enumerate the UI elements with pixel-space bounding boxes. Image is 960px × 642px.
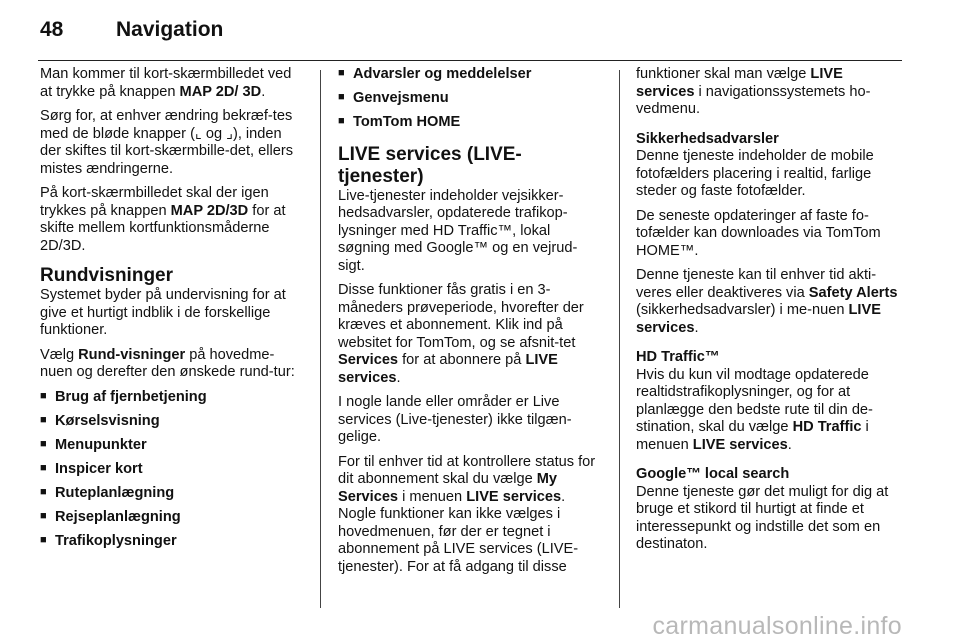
header-rule — [38, 60, 902, 61]
list-item: ■ TomTom HOME — [338, 114, 604, 132]
tour-list-continued — [338, 66, 604, 132]
watermark: carmanualsonline.info — [652, 612, 902, 640]
paragraph: Denne tjeneste kan til enhver tid akti-veres eller deaktiveres via Safety Alerts (sikkerhedsadvarsler) i me-nuen LIVE services. — [636, 267, 898, 336]
heading-rundvisninger: Rundvisninger — [40, 265, 174, 286]
paragraph: På kort-skærmbilledet skal der igen trykkes på knappen MAP 2D/3D for at skifte mellem kortfunktionsmåderne 2D/3D. — [40, 185, 286, 254]
paragraph: Denne tjeneste indeholder de mobile fotofælders placering i realtid, farlige steder og faste fotofælder. — [636, 148, 874, 199]
column-divider-1 — [320, 70, 321, 608]
paragraph: Denne tjeneste gør det muligt for dig at bruge et stikord til hurtigt at finde et interessepunkt og indstille det som en destinaton. — [636, 483, 889, 552]
list-item: ■ Kørselsvisning — [40, 413, 306, 431]
column-3 — [636, 66, 904, 561]
paragraph: Live-tjenester indeholder vejsikker-hedsadvarsler, opdaterede trafikop-lysninger med HD Traffic™, lokal søgning med Google™ og en vejrud-sigt. — [338, 187, 578, 274]
section-title: Navigation — [116, 18, 224, 41]
tour-list — [40, 389, 306, 551]
page-number: 48 — [40, 18, 64, 41]
subheading-sikkerhedsadvarsler: Sikkerhedsadvarsler — [636, 130, 779, 147]
column-1 — [40, 66, 306, 557]
list-item: ■ Brug af fjernbetjening — [40, 389, 306, 407]
list-item: ■ Menupunkter — [40, 437, 306, 455]
paragraph: Sørg for, at enhver ændring bekræf-tes med de bløde knapper (⌞ og ⌟), inden der skiftes til kort-skærmbille-det, ellers mistes ændringerne. — [40, 108, 294, 177]
paragraph: Vælg Rund-visninger på hovedme-nuen og derefter den ønskede rund-tur: — [40, 346, 295, 380]
subheading-hd-traffic: HD Traffic™ — [636, 349, 720, 365]
paragraph: Disse funktioner fås gratis i en 3-måneders prøveperiode, hvorefter der kræves et abonnement. Klik ind på websitet for TomTom, og se afsnit-tet Services for at abonnere på LIVE services. — [338, 282, 584, 386]
subheading-google-local-search: Google™ local search — [636, 466, 790, 482]
list-item: ■ Advarsler og meddelelser — [338, 66, 604, 84]
paragraph: De seneste opdateringer af faste fo-tofælder kan downloades via TomTom HOME™. — [636, 207, 881, 259]
column-divider-2 — [619, 70, 620, 608]
paragraph: For til enhver tid at kontrollere status for dit abonnement skal du vælge My Services i menuen LIVE services. Nogle funktioner kan ikke vælges i hovedmenuen, før der er tegnet i abonnement på LIVE services (LIVE-tjenester). For at få adgang til disse — [338, 453, 596, 575]
paragraph: Hvis du kun vil modtage opdaterede realtidstrafikoplysninger, og for at planlægge den bedste rute til din de-stination, skal du vælge HD Traffic i menuen LIVE services. — [636, 366, 873, 453]
list-item: ■ Genvejsmenu — [338, 90, 604, 108]
column-2 — [338, 66, 604, 583]
list-item: ■ Trafikoplysninger — [40, 533, 306, 551]
paragraph: Man kommer til kort-skærmbilledet ved at trykke på knappen MAP 2D/ 3D. — [40, 66, 292, 100]
list-item: ■ Inspicer kort — [40, 461, 306, 479]
list-item: ■ Ruteplanlægning — [40, 485, 306, 503]
paragraph: Systemet byder på undervisning for at give et hurtigt indblik i de forskellige funktioner. — [40, 287, 286, 338]
list-item: ■ Rejseplanlægning — [40, 509, 306, 527]
heading-live-services: LIVE services (LIVE-tjenester) — [338, 143, 522, 187]
paragraph: funktioner skal man vælge LIVE services i navigationssystemets ho-vedmenu. — [636, 66, 871, 117]
paragraph: I nogle lande eller områder er Live services (Live-tjenester) ikke tilgæn-gelige. — [338, 394, 572, 445]
